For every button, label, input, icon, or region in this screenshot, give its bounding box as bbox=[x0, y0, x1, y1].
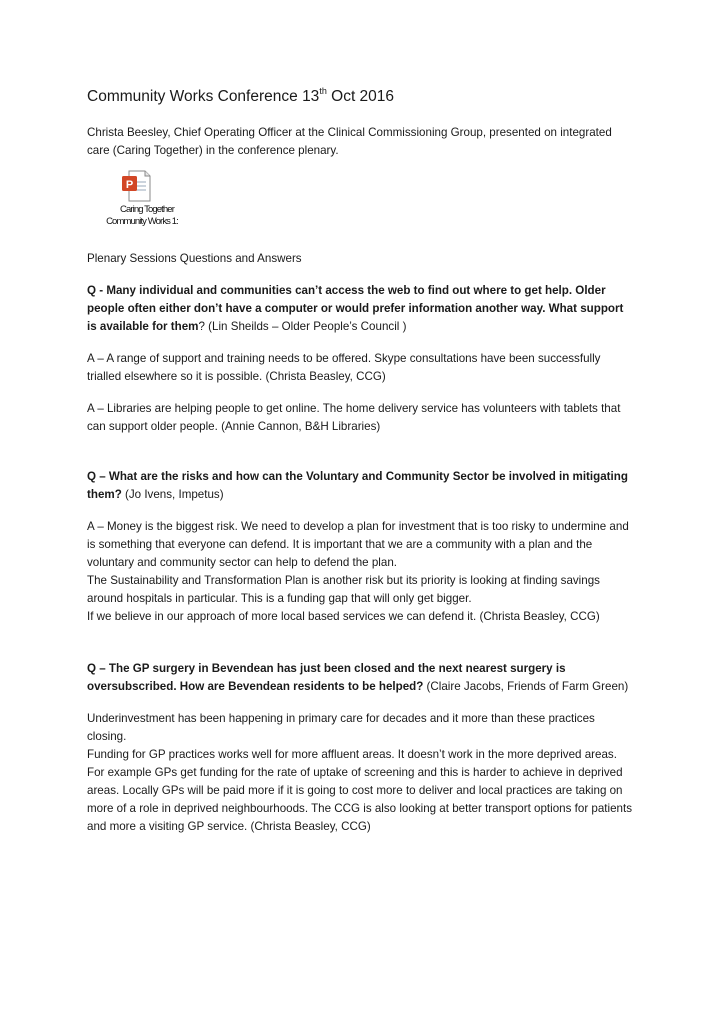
answer-1-1: A – A range of support and training needs to be offered. Skype consultations have been successfully trialled elsewhere so it is possible. (Christa Beasley, CCG) bbox=[87, 352, 601, 383]
spacer bbox=[87, 436, 634, 468]
spacer bbox=[87, 626, 634, 660]
question-3 bbox=[87, 660, 634, 696]
attachment-caption bbox=[87, 204, 197, 228]
answer-2-1: A – Money is the biggest risk. We need to develop a plan for investment that is too risky to undermine and is something that everyone can defend. It is important that we are a community with a plan and the voluntary and community sector can help to defend the plan. bbox=[87, 520, 629, 569]
answer-2-3: If we believe in our approach of more local based services we can defend it. (Christa Beasley, CCG) bbox=[87, 610, 600, 623]
answer-2-2: The Sustainability and Transformation Plan is another risk but its priority is looking at finding savings around hospitals in particular. This is a funding gap that will only get bigger. bbox=[87, 574, 600, 605]
question-1-text: Q - Many individual and communities can’t access the web to find out where to get help. Older people often either don’t have a computer or would prefer information another way. What support is available for them bbox=[87, 284, 624, 333]
answer-1-2: A – Libraries are helping people to get online. The home delivery service has volunteers with tablets that can support older people. (Annie Cannon, B&H Libraries) bbox=[87, 402, 621, 433]
question-1-attribution: ? (Lin Sheilds – Older People’s Council ) bbox=[198, 320, 407, 333]
icon-letter: P bbox=[125, 179, 134, 191]
section-heading: Plenary Sessions Questions and Answers bbox=[87, 252, 302, 265]
page-title bbox=[87, 86, 634, 108]
intro-paragraph: Christa Beesley, Chief Operating Officer at the Clinical Commissioning Group, presented on integrated care (Caring Together) in the conference plenary. bbox=[87, 126, 612, 157]
question-2-attribution: (Jo Ivens, Impetus) bbox=[121, 488, 224, 501]
title-superscript: th bbox=[319, 86, 327, 96]
question-2 bbox=[87, 468, 634, 504]
question-3-text: Q – The GP surgery in Bevendean has just been closed and the next nearest surgery is oversubscribed. How are Bevendean residents to be helped? bbox=[87, 662, 566, 693]
title-text: Community Works Conference 13 bbox=[87, 88, 320, 105]
title-suffix: Oct 2016 bbox=[326, 88, 395, 105]
embedded-presentation[interactable] bbox=[87, 170, 217, 232]
powerpoint-file-icon bbox=[121, 170, 151, 202]
answer-3-1: Underinvestment has been happening in primary care for decades and it more than these practices closing. bbox=[87, 712, 595, 743]
caption-line-1: Caring Together bbox=[120, 204, 174, 215]
question-3-attribution: (Claire Jacobs, Friends of Farm Green) bbox=[423, 680, 629, 693]
caption-line-2: Community Works 1: bbox=[106, 216, 178, 227]
answer-3-2: Funding for GP practices works well for more affluent areas. It doesn’t work in the more deprived areas. For example GPs get funding for the rate of uptake of screening and this is harder to achieve in deprived areas. Locally GPs will be paid more if it is going to cost more to deliver and local practices are taking on more of a role in deprived neighbourhoods. The CCG is also looking at better transport options for patients and more a visiting GP service. (Christa Beasley, CCG) bbox=[87, 748, 633, 833]
question-1 bbox=[87, 282, 634, 336]
question-2-text: Q – What are the risks and how can the Voluntary and Community Sector be involved in mitigating them? bbox=[87, 470, 628, 501]
